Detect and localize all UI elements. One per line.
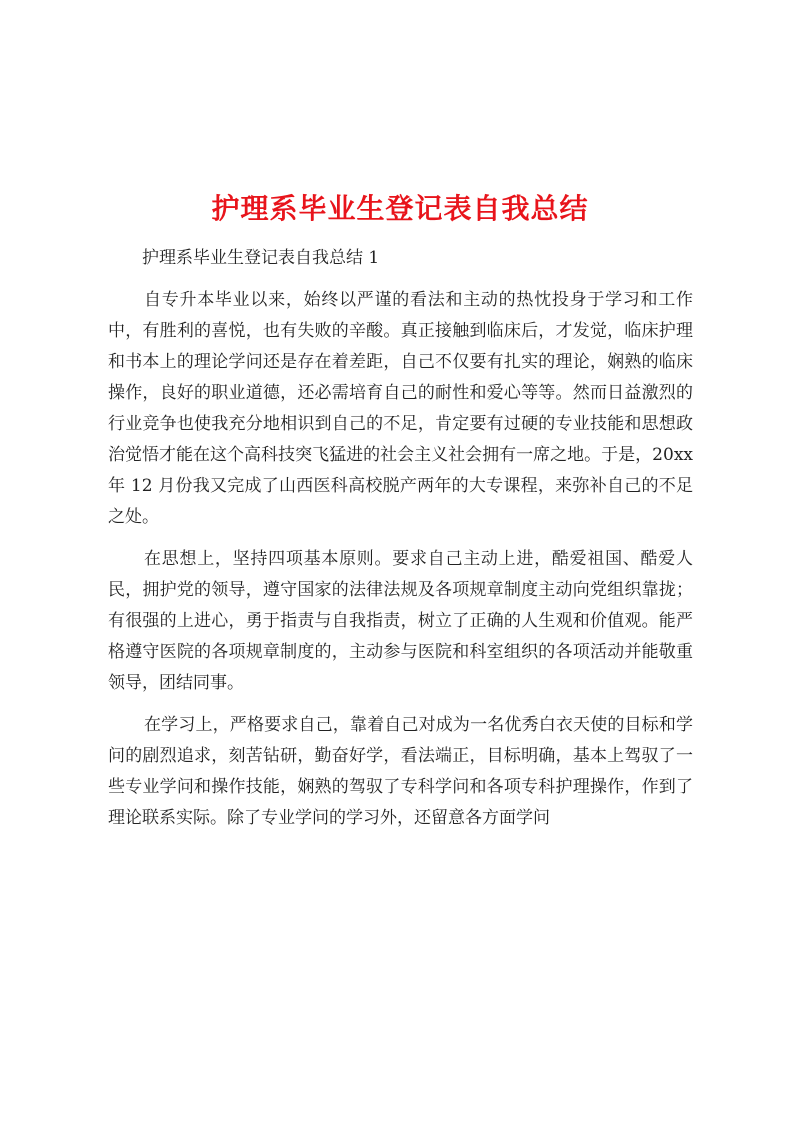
paragraph-ideology: 在思想上，坚持四项基本原则。要求自己主动上进，酷爱祖国、酷爱人民，拥护党的领导，遵守国家的法律法规及各项规章制度主动向党组织靠拢；有很强的上进心，勇于指责与自我指责，树立了正确的人生观和价值观。能严格遵守医院的各项规章制度的，主动参与医院和科室组织的各项活动并能敬重领导，团结同事。 <box>108 549 693 693</box>
document-body <box>108 243 693 845</box>
paragraph-intro: 自专升本毕业以来，始终以严谨的看法和主动的热忱投身于学习和工作中，有胜利的喜悦，也有失败的辛酸。真正接触到临床后，才发觉，临床护理和书本上的理论学问还是存在着差距，自己不仅要有扎实的理论，娴熟的临床操作，良好的职业道德，还必需培育自己的耐性和爱心等等。然而日益激烈的行业竞争也使我充分地相识到自己的不足，肯定要有过硬的专业技能和思想政治觉悟才能在这个高科技突飞猛进的社会主义社会拥有一席之地。于是，20xx 年 12 月份我又完成了山西医科高校脱产两年的大专课程，来弥补自己的不足之处。 <box>108 290 693 527</box>
paragraph-study: 在学习上，严格要求自己，靠着自己对成为一名优秀白衣天使的目标和学问的剧烈追求，刻苦钻研，勤奋好学，看法端正，目标明确，基本上驾驭了一些专业学问和操作技能，娴熟的驾驭了专科学问和各项专科护理操作，作到了理论联系实际。除了专业学问的学习外，还留意各方面学问 <box>108 715 693 828</box>
section-heading: 护理系毕业生登记表自我总结 1 <box>142 248 380 268</box>
document-title: 护理系毕业生登记表自我总结 <box>211 191 589 225</box>
